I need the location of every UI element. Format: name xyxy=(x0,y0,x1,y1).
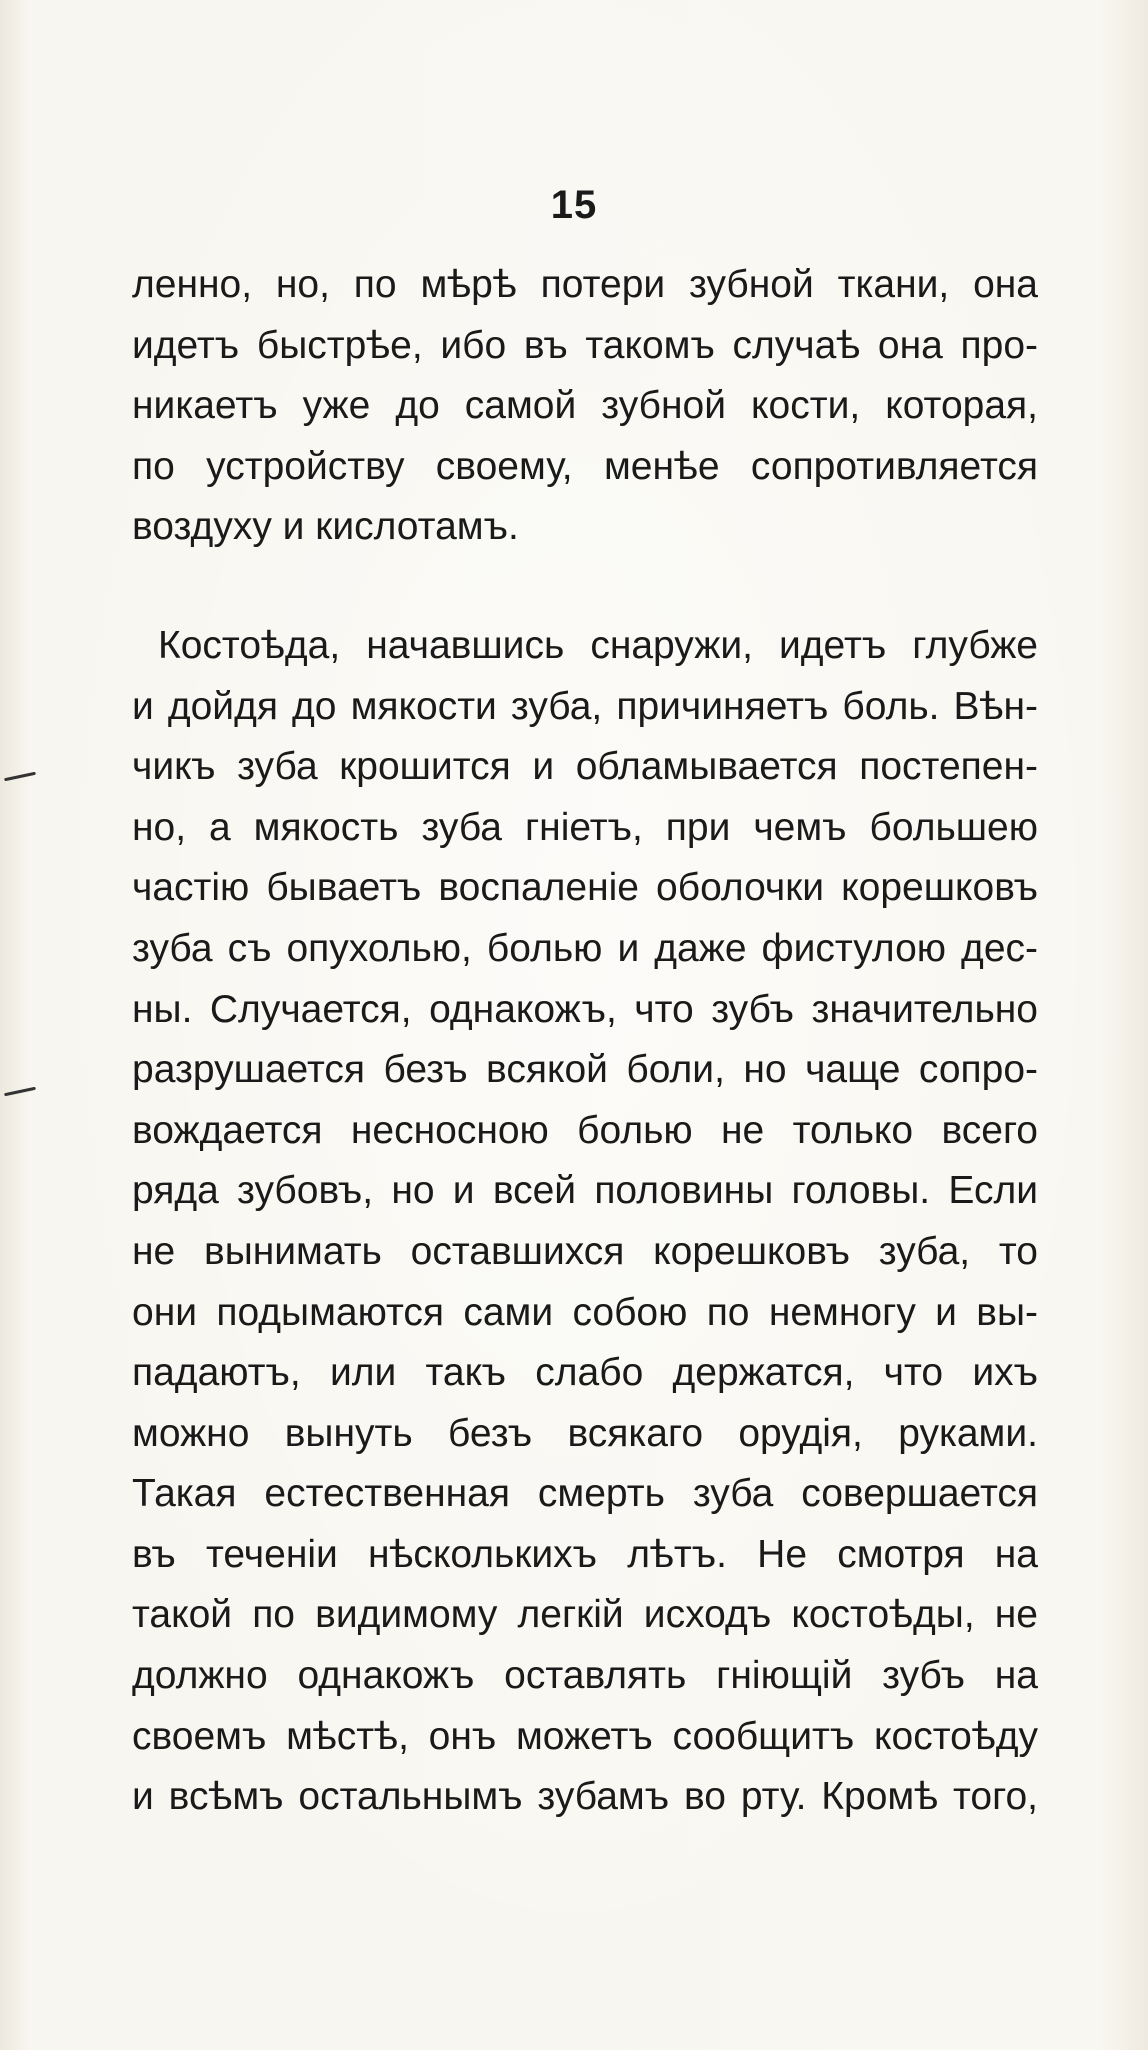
text-line: чикъ зуба крошится и обламывается постепен- xyxy=(132,745,1038,789)
text-line: въ теченіи нѣсколькихъ лѣтъ. Не смотря на xyxy=(132,1532,1038,1576)
text-line: зуба съ опухолью, болью и даже фистулою дес- xyxy=(132,926,1038,970)
page-number: 15 xyxy=(550,183,598,227)
text-line: падаютъ, или такъ слабо держатся, что ихъ xyxy=(132,1351,1038,1395)
paragraph xyxy=(132,616,1038,1828)
text-line: своемъ мѣстѣ, онъ можетъ сообщитъ костоѣду xyxy=(132,1714,1038,1758)
paragraph-spacer xyxy=(132,558,1038,616)
paragraph xyxy=(132,255,1038,558)
text-line: воздуху и кислотамъ. xyxy=(132,505,519,549)
margin-mark xyxy=(4,772,36,782)
body-text xyxy=(132,255,1038,1828)
text-line: ны. Случается, однакожъ, что зубъ значительно xyxy=(132,987,1038,1031)
text-line: Такая естественная смерть зуба совершается xyxy=(132,1472,1038,1516)
text-line: можно вынуть безъ всякаго орудія, руками. xyxy=(132,1411,1038,1455)
text-line: не вынимать оставшихся корешковъ зуба, то xyxy=(132,1229,1038,1273)
text-line: идетъ быстрѣе, ибо въ такомъ случаѣ она про- xyxy=(132,323,1038,367)
text-line: по устройству своему, менѣе сопротивляется xyxy=(132,444,1038,488)
text-line: Костоѣда, начавшись снаружи, идетъ глубже xyxy=(158,623,1038,667)
text-line: но, а мякость зуба гніетъ, при чемъ большею xyxy=(132,805,1038,849)
text-line: и всѣмъ остальнымъ зубамъ во рту. Кромѣ того, xyxy=(132,1775,1038,1819)
text-line: никаетъ уже до самой зубной кости, которая, xyxy=(132,384,1038,428)
text-line: вождается несносною болью не только всего xyxy=(132,1108,1038,1152)
margin-mark xyxy=(4,1087,36,1097)
text-line: ленно, но, по мѣрѣ потери зубной ткани, она xyxy=(132,263,1038,306)
text-line: и дойдя до мякости зуба, причиняетъ боль. Вѣн- xyxy=(132,684,1038,728)
text-line: такой по видимому легкій исходъ костоѣды, не xyxy=(132,1593,1038,1637)
text-line: частію бываетъ воспаленіе оболочки корешковъ xyxy=(132,866,1038,910)
text-line: разрушается безъ всякой боли, но чаще сопро- xyxy=(132,1048,1038,1092)
text-line: должно однакожъ оставлять гніющій зубъ на xyxy=(132,1654,1038,1698)
text-line: они подымаются сами собою по немногу и вы- xyxy=(132,1290,1038,1334)
text-line: ряда зубовъ, но и всей половины головы. Если xyxy=(132,1169,1038,1213)
